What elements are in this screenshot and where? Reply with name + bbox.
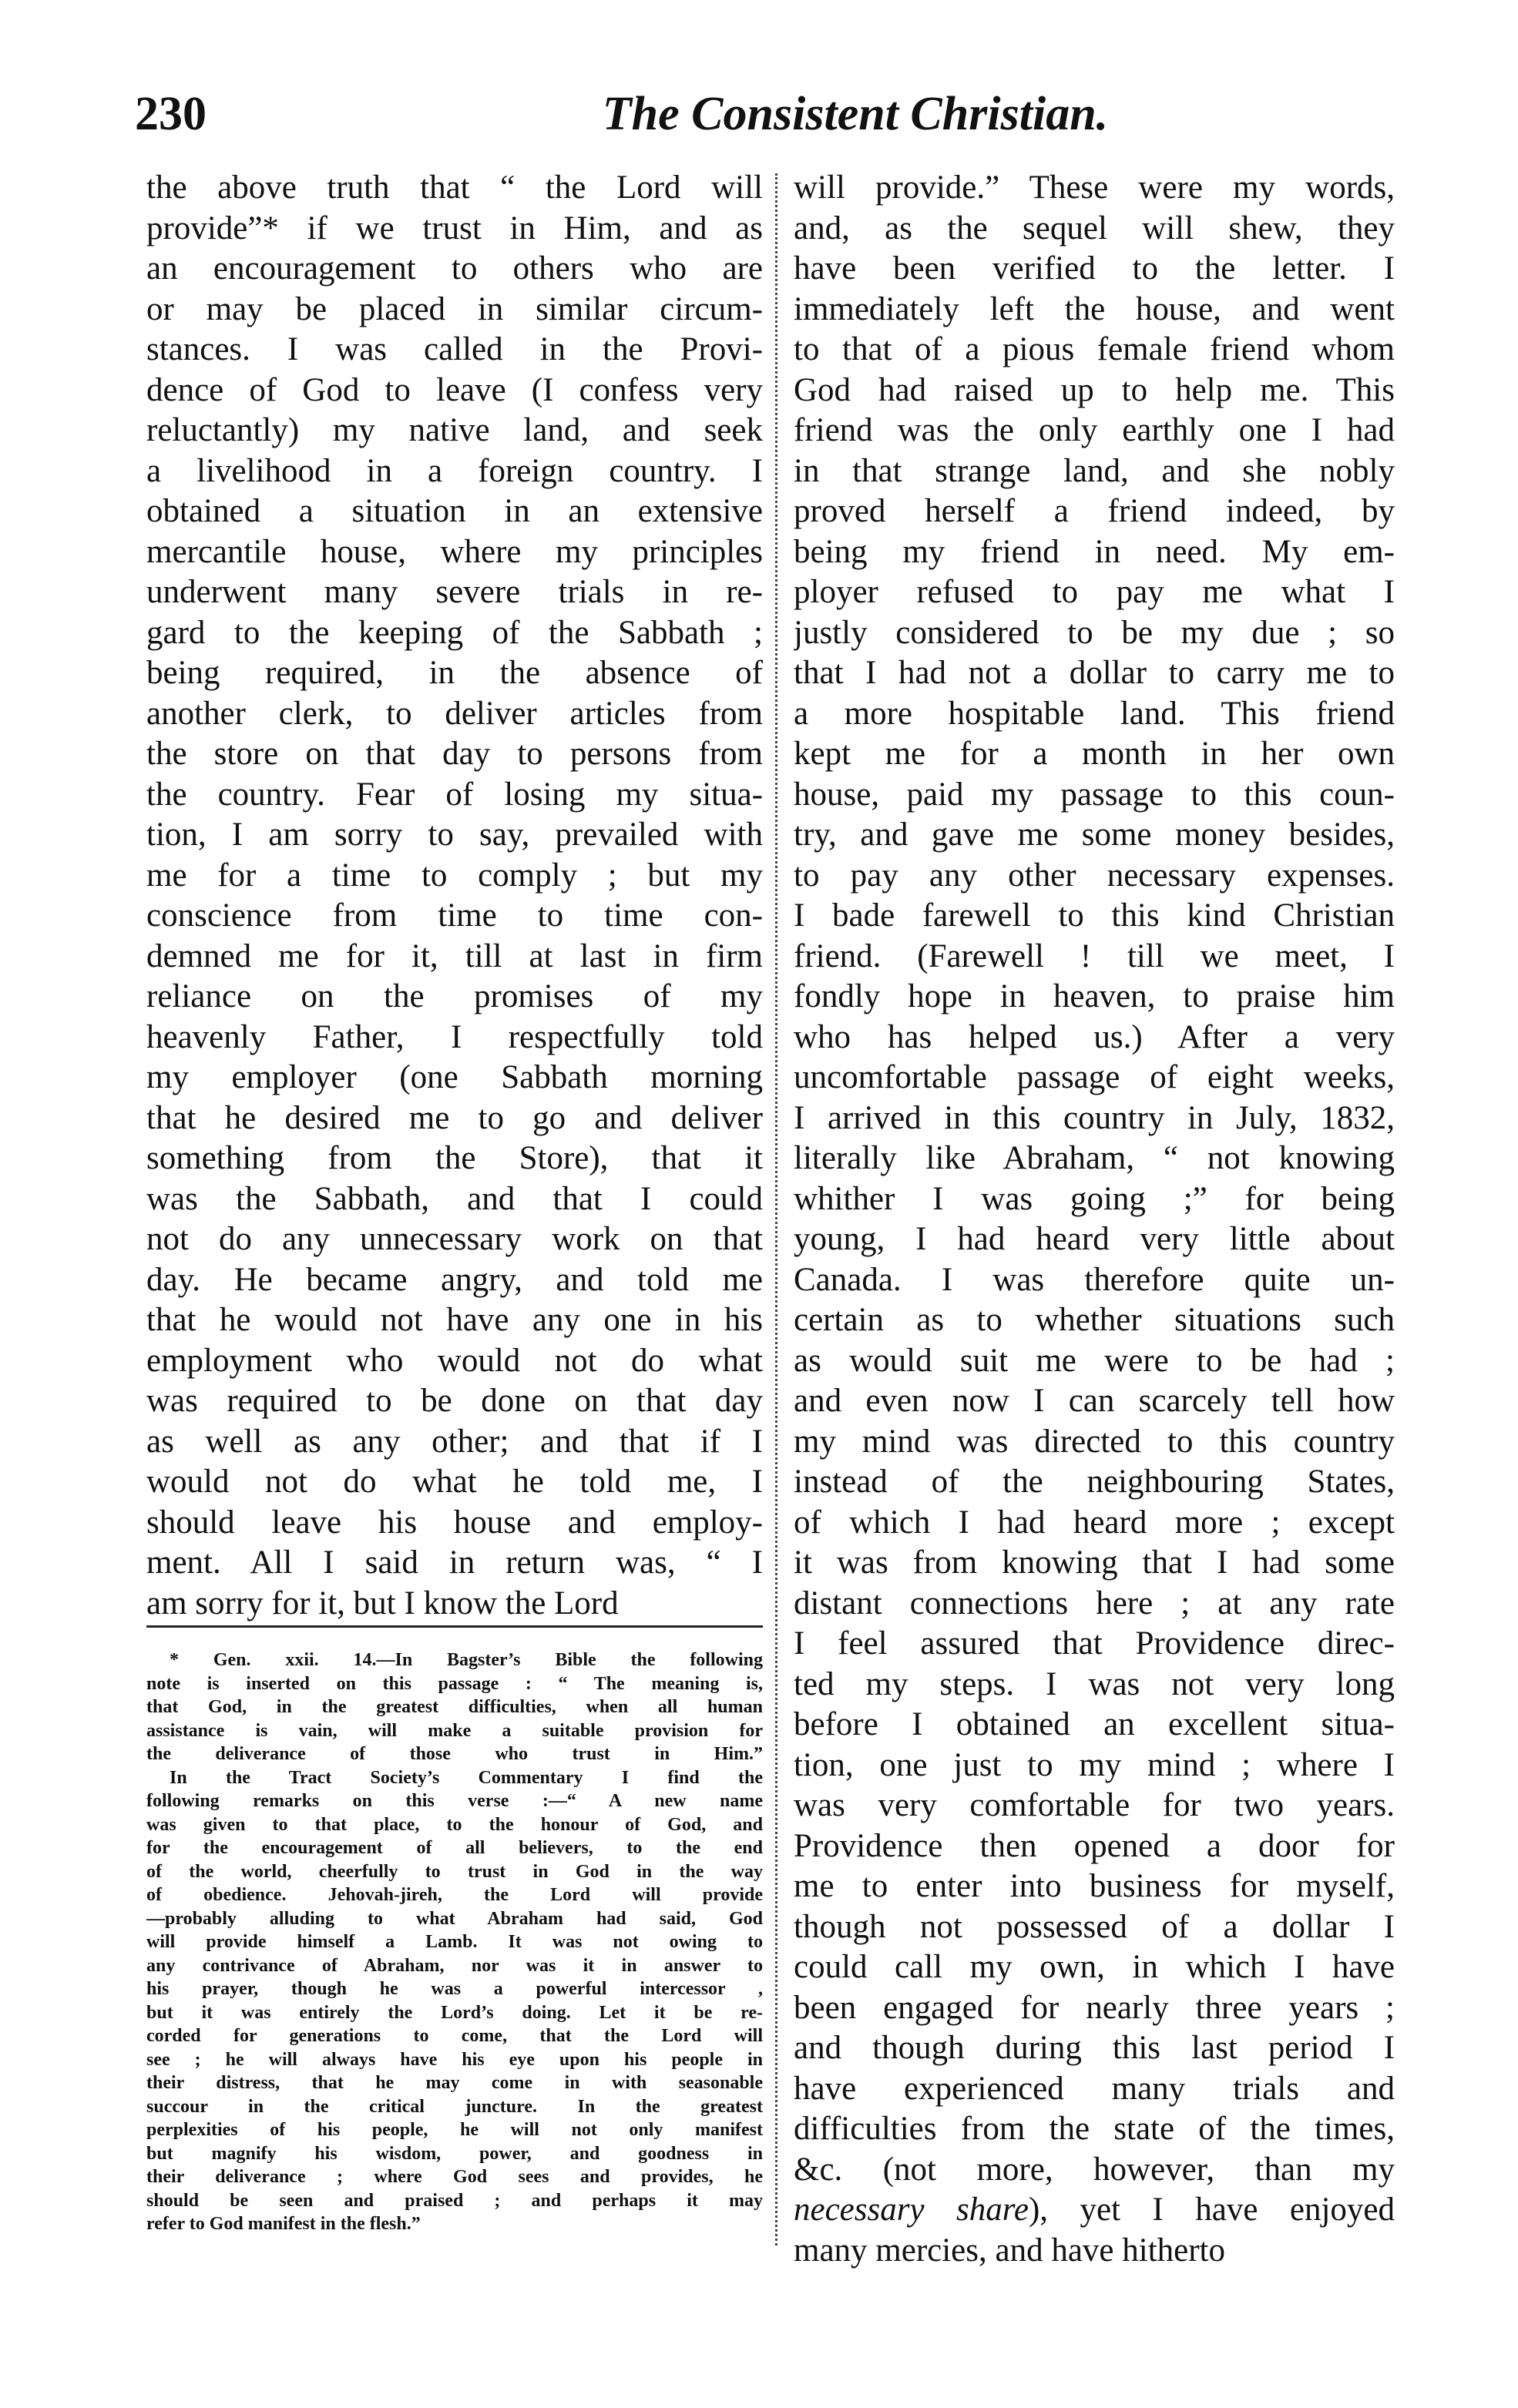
text-line: and even now I can scarcely tell how <box>794 1383 1395 1419</box>
text-line: dence of God to leave (I confess very <box>146 371 763 408</box>
footnote-line: their distress, that he may come in with seasonable <box>146 2073 763 2093</box>
footnote-line: but magnify his wisdom, power, and goodness in <box>146 2143 763 2164</box>
text-line: me to enter into business for myself, <box>794 1868 1395 1904</box>
text-line: me for a time to comply ; but my <box>146 857 763 894</box>
footnote-line: his prayer, though he was a powerful intercessor , <box>146 1979 763 1999</box>
text-line: it was from knowing that I had some <box>794 1544 1395 1581</box>
text-line: the above truth that “ the Lord will <box>146 169 763 206</box>
text-line: something from the Store), that it <box>146 1140 763 1176</box>
running-title: The Consistent Christian. <box>602 88 1109 140</box>
page-number: 230 <box>135 88 207 140</box>
text-line: fondly hope in heaven, to praise him <box>794 978 1395 1015</box>
text-line: gard to the keeping of the Sabbath ; <box>146 614 763 651</box>
text-line: was required to be done on that day <box>146 1383 763 1419</box>
footnote-line: note is inserted on this passage : “ The meaning is, <box>146 1673 763 1694</box>
text-line: of which I had heard more ; except <box>794 1504 1395 1541</box>
text-line: ployer refused to pay me what I <box>794 574 1395 610</box>
text-line: day. He became angry, and told me <box>146 1261 763 1298</box>
text-line: reluctantly) my native land, and seek <box>146 412 763 448</box>
text-line: demned me for it, till at last in firm <box>146 937 763 974</box>
text-line: to pay any other necessary expenses. <box>794 857 1395 894</box>
text-line: my employer (one Sabbath morning <box>146 1059 763 1095</box>
text-line: as would suit me were to be had ; <box>794 1342 1395 1379</box>
footnote-separator <box>146 1625 763 1628</box>
text-line: kept me for a month in her own <box>794 736 1395 772</box>
text-line: instead of the neighbouring States, <box>794 1464 1395 1500</box>
text-line: justly considered to be my due ; so <box>794 614 1395 651</box>
text-line: my mind was directed to this country <box>794 1423 1395 1460</box>
footnote-line: assistance is vain, will make a suitable provision for <box>146 1720 763 1741</box>
text-line: another clerk, to deliver articles from <box>146 695 763 732</box>
text-line: the country. Fear of losing my situa- <box>146 776 763 813</box>
footnote-line: In the Tract Society’s Commentary I find the <box>170 1767 763 1788</box>
left-text-column <box>146 168 763 1624</box>
text-line: that he desired me to go and deliver <box>146 1099 763 1136</box>
text-line: whither I was going ;” for being <box>794 1180 1395 1217</box>
footnote-line: of the world, cheerfully to trust in God in the way <box>146 1861 763 1882</box>
page-header <box>135 83 1391 145</box>
text-line: stances. I was called in the Provi- <box>146 331 763 367</box>
text-line: friend. (Farewell ! till we meet, I <box>794 937 1395 974</box>
text-line: the store on that day to persons from <box>146 736 763 772</box>
text-line: provide”* if we trust in Him, and as <box>146 210 763 247</box>
footnote-line: see ; he will always have his eye upon his people in <box>146 2049 763 2070</box>
footnote-line: was given to that place, to the honour of God, and <box>146 1814 763 1835</box>
text-line: ted my steps. I was not very long <box>794 1665 1395 1702</box>
footnote-line: corded for generations to come, that the Lord will <box>146 2026 763 2046</box>
text-line: certain as to whether situations such <box>794 1302 1395 1338</box>
text-line: a livelihood in a foreign country. I <box>146 452 763 489</box>
text-line: proved herself a friend indeed, by <box>794 493 1395 529</box>
text-line: &c. (not more, however, than my <box>794 2151 1395 2188</box>
text-line: should leave his house and employ- <box>146 1504 763 1541</box>
text-line: am sorry for it, but I know the Lord <box>146 1585 619 1622</box>
right-text-column <box>794 168 1395 2271</box>
text-line: uncomfortable passage of eight weeks, <box>794 1059 1395 1095</box>
footnote-line: refer to God manifest in the flesh.” <box>146 2214 421 2234</box>
text-line: in that strange land, and she nobly <box>794 452 1395 489</box>
text-line: ment. All I said in return was, “ I <box>146 1544 763 1581</box>
text-line: was very comfortable for two years. <box>794 1787 1395 1823</box>
text-line: many mercies, and have hitherto <box>794 2232 1225 2269</box>
text-line: I arrived in this country in July, 1832, <box>794 1099 1395 1136</box>
text-line: employment who would not do what <box>146 1342 763 1379</box>
text-line: and, as the sequel will shew, they <box>794 210 1395 247</box>
text-line: immediately left the house, and went <box>794 290 1395 327</box>
text-line: will provide.” These were my words, <box>794 169 1395 206</box>
footnote-block <box>146 1648 763 2236</box>
text-line: a more hospitable land. This friend <box>794 695 1395 732</box>
text-line: literally like Abraham, “ not knowing <box>794 1140 1395 1176</box>
footnote-line: of obedience. Jehovah-jireh, the Lord will provide <box>146 1885 763 1905</box>
text-line: tion, I am sorry to say, prevailed with <box>146 817 763 853</box>
footnote-line: * Gen. xxii. 14.—In Bagster’s Bible the following <box>170 1650 763 1670</box>
text-line: that I had not a dollar to carry me to <box>794 655 1395 691</box>
text-line: Canada. I was therefore quite un- <box>794 1261 1395 1298</box>
footnote-line: perplexities of his people, he will not only manifest <box>146 2120 763 2140</box>
text-line: an encouragement to others who are <box>146 250 763 287</box>
text-line: Providence then opened a door for <box>794 1827 1395 1864</box>
text-line: underwent many severe trials in re- <box>146 574 763 610</box>
footnote-line: but it was entirely the Lord’s doing. Let it be re- <box>146 2002 763 2023</box>
text-line: was the Sabbath, and that I could <box>146 1180 763 1217</box>
text-line: God had raised up to help me. This <box>794 371 1395 408</box>
footnote-line: their deliverance ; where God sees and provides, he <box>146 2167 763 2187</box>
footnote-line: following remarks on this verse :—“ A new name <box>146 1791 763 1811</box>
text-line: not do any unnecessary work on that <box>146 1221 763 1257</box>
footnote-line: —probably alluding to what Abraham had said, God <box>146 1908 763 1929</box>
text-line: mercantile house, where my principles <box>146 533 763 570</box>
footnote-line: any contrivance of Abraham, nor was it in answer to <box>146 1955 763 1976</box>
text-line: obtained a situation in an extensive <box>146 493 763 529</box>
column-divider <box>775 173 777 2245</box>
text-line: though not possessed of a dollar I <box>794 1908 1395 1945</box>
text-line: I bade farewell to this kind Christian <box>794 897 1395 934</box>
text-line: as well as any other; and that if I <box>146 1423 763 1460</box>
text-line: have been verified to the letter. I <box>794 250 1395 287</box>
text-line: would not do what he told me, I <box>146 1464 763 1500</box>
footnote-line: that God, in the greatest difficulties, when all human <box>146 1697 763 1717</box>
text-line: heavenly Father, I respectfully told <box>146 1018 763 1055</box>
text-line: young, I had heard very little about <box>794 1221 1395 1257</box>
text-line: could call my own, in which I have <box>794 1949 1395 1985</box>
text-line: try, and gave me some money besides, <box>794 817 1395 853</box>
text-line: I feel assured that Providence direc- <box>794 1625 1395 1662</box>
text-line: tion, one just to my mind ; where I <box>794 1746 1395 1783</box>
text-line: necessary share), yet I have enjoyed <box>794 2192 1395 2228</box>
text-line: being required, in the absence of <box>146 655 763 691</box>
footnote-line: the deliverance of those who trust in Him.” <box>146 1744 763 1764</box>
text-line: been engaged for nearly three years ; <box>794 1989 1395 2026</box>
text-line: to that of a pious female friend whom <box>794 331 1395 367</box>
text-line: conscience from time to time con- <box>146 897 763 934</box>
text-line: have experienced many trials and <box>794 2070 1395 2107</box>
footnote-line: succour in the critical juncture. In the greatest <box>146 2096 763 2117</box>
text-line: before I obtained an excellent situa- <box>794 1706 1395 1742</box>
text-line: that he would not have any one in his <box>146 1302 763 1338</box>
footnote-line: for the encouragement of all believers, to the end <box>146 1838 763 1858</box>
footnote-line: will provide himself a Lamb. It was not owing to <box>146 1932 763 1952</box>
text-line: distant connections here ; at any rate <box>794 1585 1395 1622</box>
text-line: reliance on the promises of my <box>146 978 763 1015</box>
text-line: and though during this last period I <box>794 2030 1395 2066</box>
text-line: house, paid my passage to this coun- <box>794 776 1395 813</box>
text-line: being my friend in need. My em- <box>794 533 1395 570</box>
text-line: or may be placed in similar circum- <box>146 290 763 327</box>
text-line: difficulties from the state of the times, <box>794 2111 1395 2147</box>
footnote-line: should be seen and praised ; and perhaps it may <box>146 2190 763 2211</box>
text-line: who has helped us.) After a very <box>794 1018 1395 1055</box>
text-line: friend was the only earthly one I had <box>794 412 1395 448</box>
